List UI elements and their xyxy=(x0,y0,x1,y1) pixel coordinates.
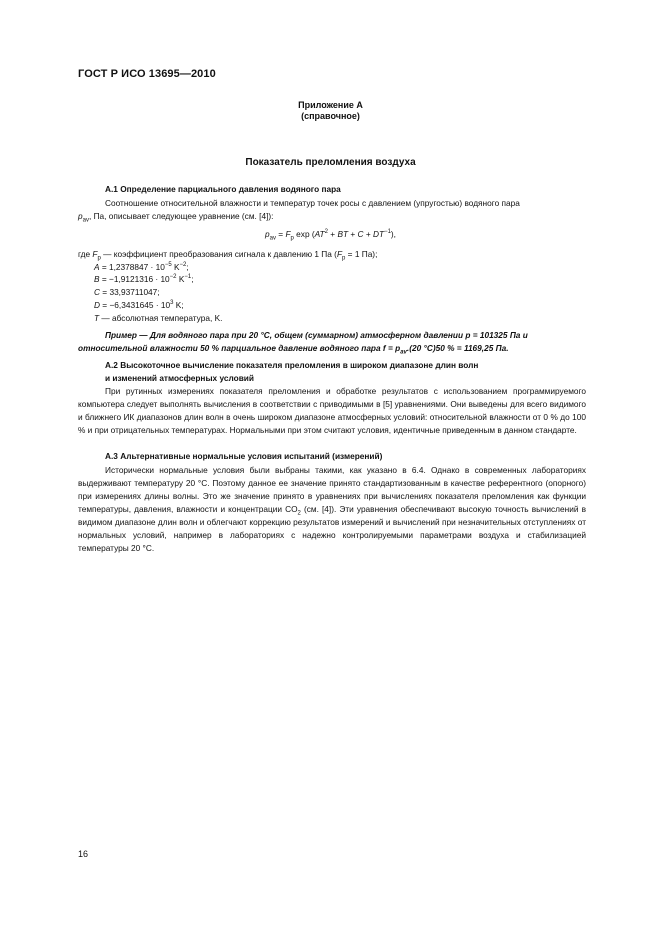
page-title: Показатель преломления воздуха xyxy=(245,157,416,168)
document-id: ГОСТ Р ИСО 13695—2010 xyxy=(78,68,216,80)
constant-c: C = 33,93711047; xyxy=(94,287,160,297)
section-a1-heading: А.1 Определение парциального давления водяного пара xyxy=(105,184,341,194)
section-a3-text: Исторически нормальные условия были выбраны такими, как указано в 6.4. Однако в современных лабораториях выдерживают температуру 20 °С. Поэтому данное ее значение принято стандартизованным в качестве референтного (опорного) при измерениях длины волны. Это же значение принято в уравнениях при вычислениях показателя преломления как функции температуры, давления, влажности и концентрации $CO_2$ (см. [4]). Эти уравнения обеспечивают высокую точность вычислений в видимом диапазоне длин волн и облегчают коррекцию результатов измерений и вычислений при незначительных отступлениях от нормальных условий, например в лабораториях с надежно контролируемыми параметрами воздуха и стабилизацией температуры 20 °С. xyxy=(78,465,586,553)
where-clause: где $F_p$ — коэффициент преобразования сигнала к давлению 1 Па ($F_p = 1$ Па); xyxy=(78,249,378,262)
section-a1-para-line1: Соотношение относительной влажности и температур точек росы с давлением (упругостью) водяного пара xyxy=(105,198,520,208)
constant-a: $A = 1,2378847 \cdot 10^{-5}$ $K^{-2}$; xyxy=(94,262,189,272)
section-a2-text: При рутинных измерениях показателя преломления и обработке результатов с использованием программируемого компьютера следует выполнять вычисления в соответствии с приводимыми в [5] уравнениями. Они выведены для всего видимого и ближнего ИК диапазонов длин волн в очень широком диапазоне атмосферных условий: относительной влажности от 0 % до 100 % и при отрицательных температурах. Нормальными при этом считают условия, идентичные приведенным в данном стандарте. xyxy=(78,386,586,435)
constant-t: T — абсолютная температура, K. xyxy=(94,313,223,323)
appendix-label: Приложение А xyxy=(298,100,363,110)
appendix-note: (справочное) xyxy=(301,111,360,121)
constant-d: $D = -6,3431645 \cdot 10^3$ K; xyxy=(94,300,184,310)
page-number: 16 xyxy=(78,849,89,859)
section-a3-heading: А.3 Альтернативные нормальные условия испытаний (измерений) xyxy=(105,451,383,461)
section-a1-para-line2: $p_{av}$, Па, описывает следующее уравнение (см. [4]): xyxy=(78,211,274,224)
section-a2-heading-line1: А.2 Высокоточное вычисление показателя преломления в широком диапазоне длин волн xyxy=(105,360,479,370)
section-a2-heading-line2: и изменений атмосферных условий xyxy=(105,373,254,383)
vapor-pressure-equation: $p_{av} = F_p$ $\exp (AT^2$ + BT + $C + DT^{-1}$), xyxy=(265,229,396,242)
constant-b: $B = -1,9121316 \cdot 10^{-2}$ $K^{-1}$; xyxy=(94,274,194,284)
example-line2: относительной влажности 50 % парциальное давление водяного пара $f = p_{av}.(20$ °С)50 % = 1169,25 Па. xyxy=(78,343,509,356)
example-line1: Пример — Для водяного пара при 20 °С, общем (суммарном) атмосферном давлении p = 101325 Па и xyxy=(105,330,528,340)
